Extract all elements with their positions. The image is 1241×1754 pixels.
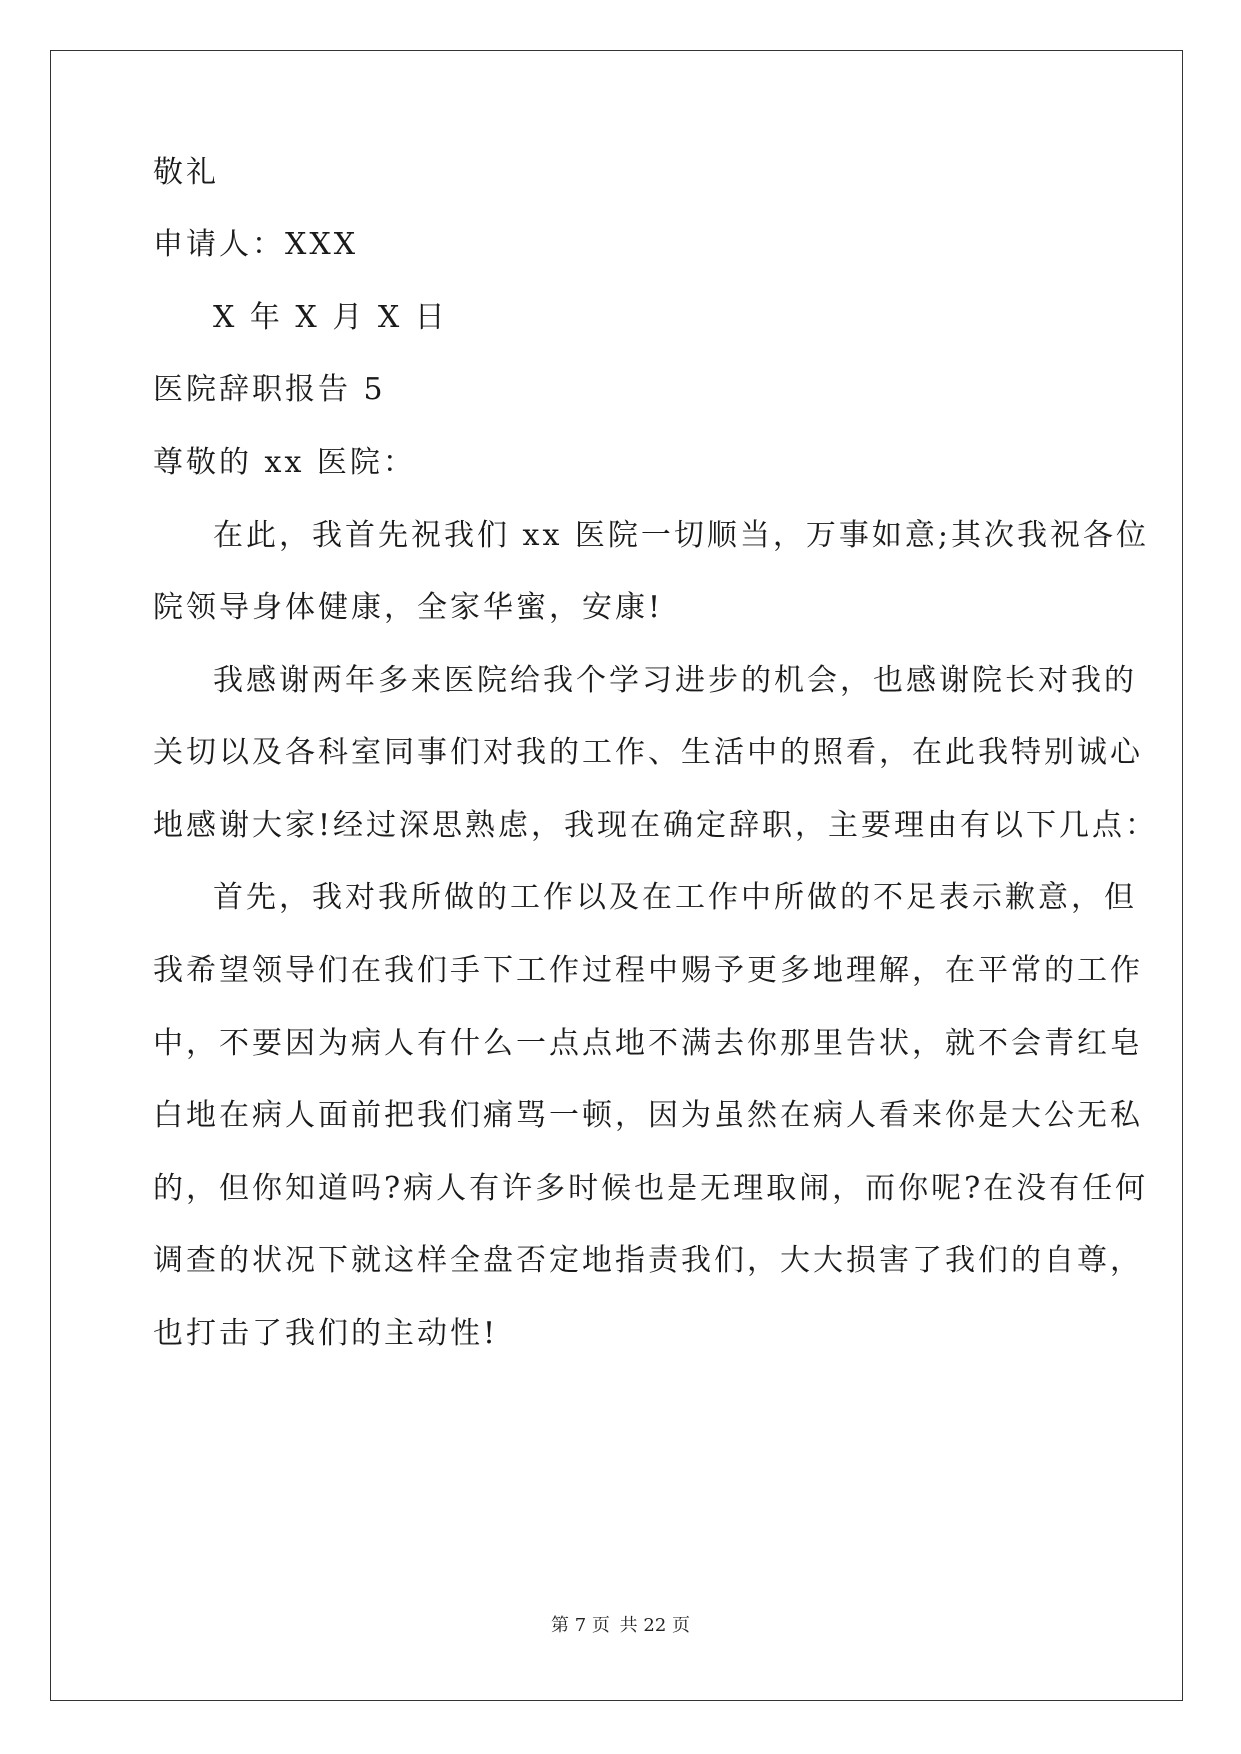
page-total: 共 22 页 — [619, 1615, 690, 1636]
section-title: 医院辞职报告 5 — [153, 372, 386, 407]
greeting-line: 尊敬的 xx 医院： — [153, 445, 416, 480]
paragraph-line: 我感谢两年多来医院给我个学习进步的机会，也感谢院长对我的 — [213, 663, 1137, 698]
closing-salutation: 敬礼 — [153, 155, 219, 190]
page-footer — [0, 1614, 1241, 1638]
paragraph-line: 在此，我首先祝我们 xx 医院一切顺当，万事如意;其次我祝各位 — [213, 518, 1150, 553]
applicant-line: 申请人：XXX — [153, 227, 359, 262]
paragraph-line: 的，但你知道吗?病人有许多时候也是无理取闹，而你呢?在没有任何 — [153, 1171, 1149, 1206]
paragraph-line: 关切以及各科室同事们对我的工作、生活中的照看，在此我特别诚心 — [153, 735, 1143, 770]
paragraph-line: 调查的状况下就这样全盘否定地指责我们，大大损害了我们的自尊， — [153, 1243, 1143, 1278]
paragraph-line: 白地在病人面前把我们痛骂一顿，因为虽然在病人看来你是大公无私 — [153, 1098, 1143, 1133]
paragraph-line: 地感谢大家!经过深思熟虑，我现在确定辞职，主要理由有以下几点： — [153, 808, 1159, 843]
paragraph-line: 也打击了我们的主动性! — [153, 1316, 499, 1351]
paragraph-line: 首先，我对我所做的工作以及在工作中所做的不足表示歉意，但 — [213, 880, 1137, 915]
paragraph-line: 中，不要因为病人有什么一点点地不满去你那里告状，就不会青红皂 — [153, 1026, 1143, 1061]
page-number: 第 7 页 — [551, 1615, 610, 1636]
paragraph-line: 我希望领导们在我们手下工作过程中赐予更多地理解，在平常的工作 — [153, 953, 1143, 988]
date-line: X 年 X 月 X 日 — [213, 300, 448, 335]
paragraph-line: 院领导身体健康，全家华蜜，安康! — [153, 590, 664, 625]
